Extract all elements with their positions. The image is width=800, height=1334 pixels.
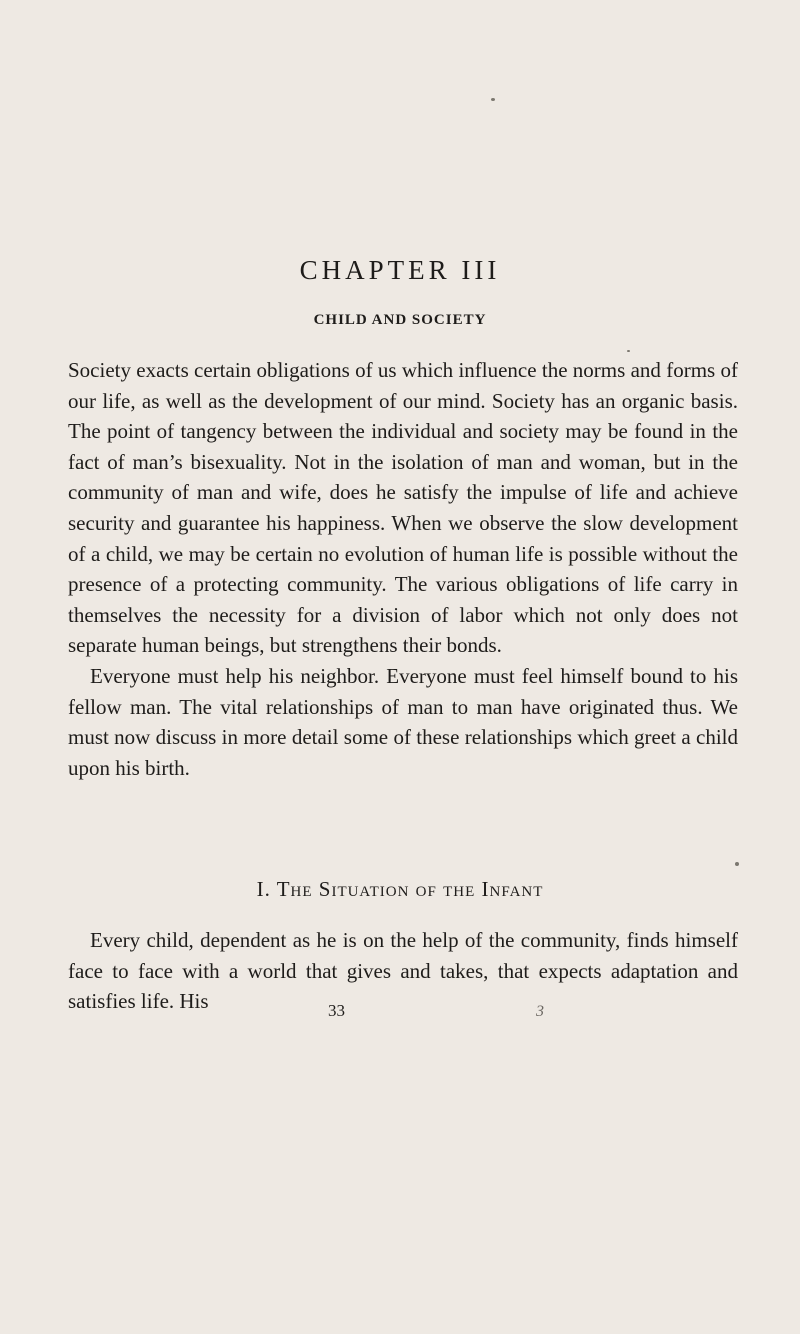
- chapter-subtitle: CHILD AND SOCIETY: [313, 312, 487, 328]
- paper-speck: [735, 862, 739, 866]
- paragraph-2: Everyone must help his neighbor. Everyone must feel himself bound to his fellow man. The vital relationships of man to man have originated thus. We must now discuss in more detail some of these relationships which greet a child upon his birth.: [68, 663, 738, 780]
- paper-speck: [491, 98, 495, 101]
- chapter-body: [68, 355, 738, 783]
- chapter-title: CHAPTER III: [299, 255, 501, 285]
- section-heading-text: I. The Situation of the Infant: [256, 877, 544, 901]
- paper-speck: [627, 350, 630, 352]
- section-paragraph: Every child, dependent as he is on the help of the community, finds himself face to face with a world that gives and takes, that expects adaptation and satisfies life. His: [68, 928, 738, 1014]
- page-mark: 3: [536, 1003, 544, 1020]
- page-number: 33: [328, 1001, 345, 1020]
- section-body: [68, 925, 738, 1017]
- section-heading: [0, 877, 800, 902]
- paragraph-1: Society exacts certain obligations of us which influence the norms and forms of our life, as well as the development of our mind. Society has an organic basis. The point of tangency between the individual and society may be found in the fact of man’s bisexuality. Not in the isolation of man and woman, but in the community of man and wife, does he satisfy the impulse of life and achieve security and guarantee his happiness. When we observe the slow development of a child, we may be certain no evolution of human life is possible without the presence of a protecting community. The various obligations of life carry in themselves the necessity for a division of labor which not only does not separate human beings, but strengthens their bonds.: [68, 358, 738, 658]
